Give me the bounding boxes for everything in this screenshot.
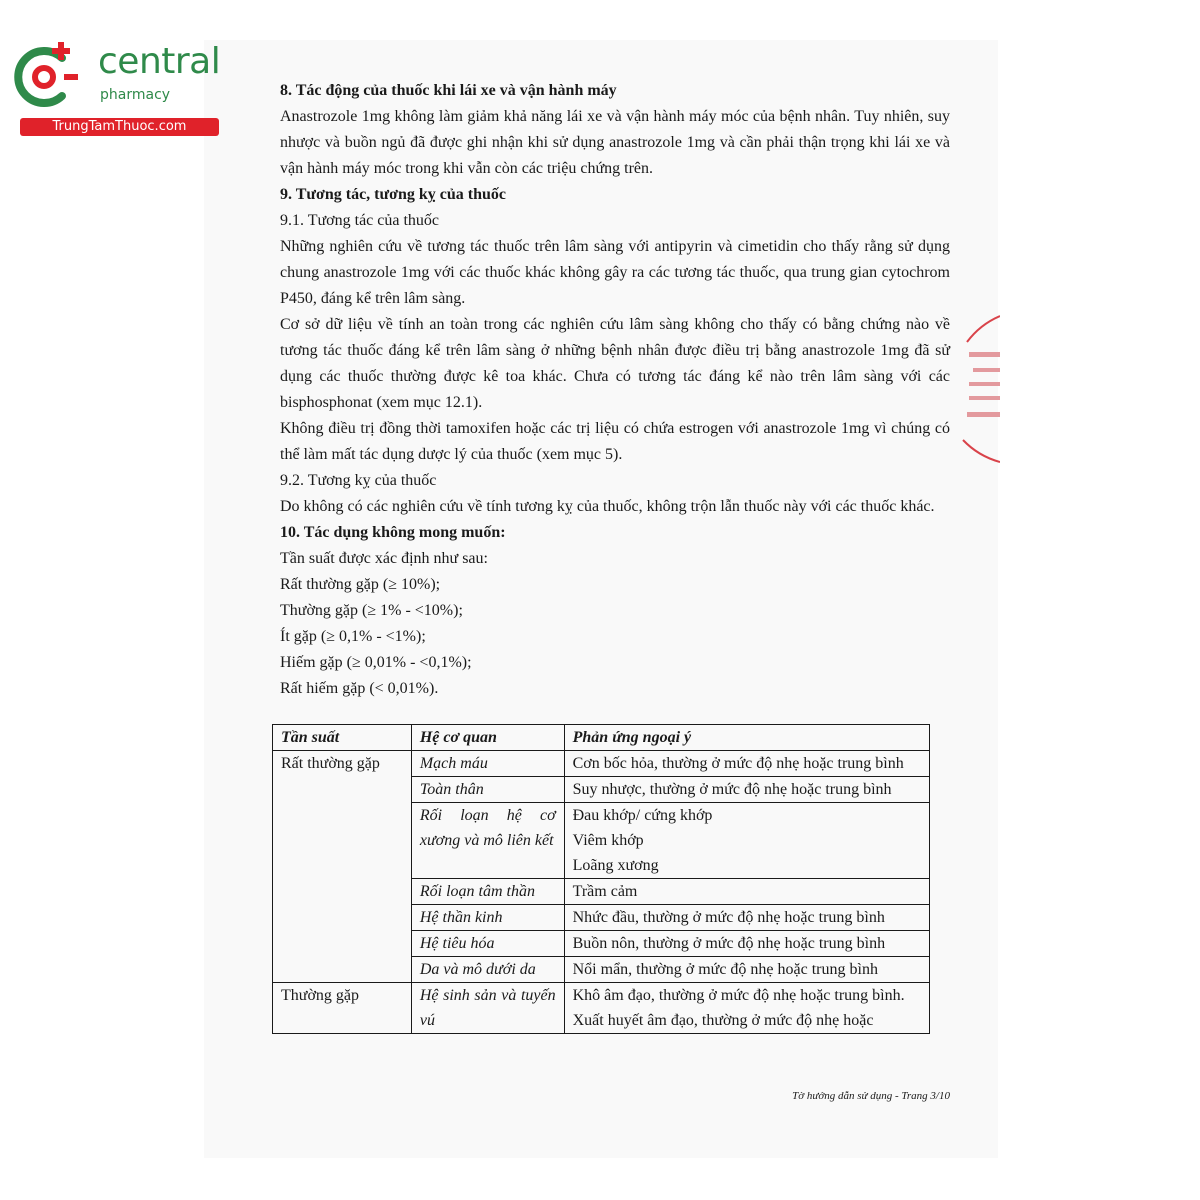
frequency-item: Hiếm gặp (≥ 0,01% - <0,1%); bbox=[280, 654, 472, 671]
organ-system-cell: Hệ tiêu hóa bbox=[411, 931, 564, 957]
column-header-frequency: Tần suất bbox=[273, 725, 412, 751]
frequency-item: Ít gặp (≥ 0,1% - <1%); bbox=[280, 628, 426, 645]
organ-system-cell: Rối loạn hệ cơ xương và mô liên kết bbox=[411, 803, 564, 879]
reaction-cell: Buồn nôn, thường ở mức độ nhẹ hoặc trung bình bbox=[564, 931, 929, 957]
reaction-line: Xuất huyết âm đạo, thường ở mức độ nhẹ hoặc bbox=[572, 1012, 874, 1029]
reaction-cell bbox=[564, 983, 929, 1034]
table-row bbox=[273, 983, 930, 1034]
document-body bbox=[280, 78, 950, 702]
table-row bbox=[273, 751, 930, 777]
adverse-reactions-table bbox=[272, 724, 930, 1034]
frequency-cell: Rất thường gặp bbox=[273, 751, 412, 983]
reaction-cell: Nổi mẩn, thường ở mức độ nhẹ hoặc trung bình bbox=[564, 957, 929, 983]
central-pharmacy-logo[interactable] bbox=[10, 40, 220, 140]
pharmacy-cross-icon bbox=[10, 40, 80, 110]
section-10-heading: 10. Tác dụng không mong muốn: bbox=[280, 524, 506, 541]
organ-system-cell: Rối loạn tâm thần bbox=[411, 879, 564, 905]
frequency-item: Rất hiếm gặp (< 0,01%). bbox=[280, 680, 439, 697]
section-9-1-paragraph-1: Những nghiên cứu về tương tác thuốc trên lâm sàng với antipyrin và cimetidin cho thấy rằng sử dụng chung anastrozole 1mg với các thuốc khác không gây ra các tương tác thuốc, qua trung gian cytochrom P450, đáng kể trên lâm sàng. bbox=[280, 238, 950, 307]
logo-name: central bbox=[98, 41, 221, 82]
reaction-line: Viêm khớp bbox=[572, 832, 644, 849]
frequency-item: Thường gặp (≥ 1% - <10%); bbox=[280, 602, 463, 619]
frequency-intro: Tần suất được xác định như sau: bbox=[280, 550, 488, 567]
section-9-1-heading: 9.1. Tương tác của thuốc bbox=[280, 212, 440, 229]
reaction-line: Đau khớp/ cứng khớp bbox=[572, 807, 713, 824]
reaction-cell bbox=[564, 803, 929, 879]
section-9-2-heading: 9.2. Tương kỵ của thuốc bbox=[280, 472, 437, 489]
column-header-organ-system: Hệ cơ quan bbox=[411, 725, 564, 751]
section-8-paragraph: Anastrozole 1mg không làm giảm khả năng lái xe và vận hành máy móc của bệnh nhân. Tuy nhiên, suy nhược và buồn ngủ đã được ghi nhận khi sử dụng anastrozole 1mg và cần phải thận trọng khi lái xe và vận hành máy móc trong khi vẫn còn các triệu chứng trên. bbox=[280, 108, 950, 177]
logo-url[interactable]: TrungTamThuoc.com bbox=[20, 118, 219, 136]
reaction-cell: Nhức đầu, thường ở mức độ nhẹ hoặc trung bình bbox=[564, 905, 929, 931]
company-stamp bbox=[955, 312, 1000, 472]
frequency-item: Rất thường gặp (≥ 10%); bbox=[280, 576, 441, 593]
table-header-row bbox=[273, 725, 930, 751]
section-9-heading: 9. Tương tác, tương kỵ của thuốc bbox=[280, 186, 506, 203]
reaction-cell: Cơn bốc hỏa, thường ở mức độ nhẹ hoặc trung bình bbox=[564, 751, 929, 777]
frequency-cell: Thường gặp bbox=[273, 983, 412, 1034]
organ-system-cell: Hệ thần kinh bbox=[411, 905, 564, 931]
section-8-heading: 8. Tác động của thuốc khi lái xe và vận hành máy bbox=[280, 82, 617, 99]
reaction-cell: Trầm cảm bbox=[564, 879, 929, 905]
column-header-adverse-reaction: Phản ứng ngoại ý bbox=[564, 725, 929, 751]
section-9-1-paragraph-3: Không điều trị đồng thời tamoxifen hoặc các trị liệu có chứa estrogen với anastrozole 1mg vì chúng có thể làm mất tác dụng dược lý của thuốc (xem mục 5). bbox=[280, 420, 950, 463]
logo-subtitle: pharmacy bbox=[100, 87, 171, 103]
page-footer: Tờ hướng dẫn sử dụng - Trang 3/10 bbox=[792, 1090, 950, 1102]
organ-system-cell: Mạch máu bbox=[411, 751, 564, 777]
organ-system-cell: Hệ sinh sản và tuyến vú bbox=[411, 983, 564, 1034]
organ-system-cell: Da và mô dưới da bbox=[411, 957, 564, 983]
reaction-cell: Suy nhược, thường ở mức độ nhẹ hoặc trung bình bbox=[564, 777, 929, 803]
organ-system-cell: Toàn thân bbox=[411, 777, 564, 803]
reaction-line: Khô âm đạo, thường ở mức độ nhẹ hoặc trung bình. bbox=[572, 987, 905, 1004]
section-9-2-paragraph: Do không có các nghiên cứu về tính tương kỵ của thuốc, không trộn lẫn thuốc này với các thuốc khác. bbox=[280, 498, 935, 515]
section-9-1-paragraph-2: Cơ sở dữ liệu về tính an toàn trong các nghiên cứu lâm sàng không cho thấy có bằng chứng nào về tương tác thuốc đáng kể trên lâm sàng ở những bệnh nhân được điều trị bằng anastrozole 1mg đã sử dụng các thuốc thường được kê toa khác. Chưa có tương tác đáng kể nào trên lâm sàng với các bisphosphonat (xem mục 12.1). bbox=[280, 316, 950, 411]
reaction-line: Loãng xương bbox=[572, 857, 659, 874]
